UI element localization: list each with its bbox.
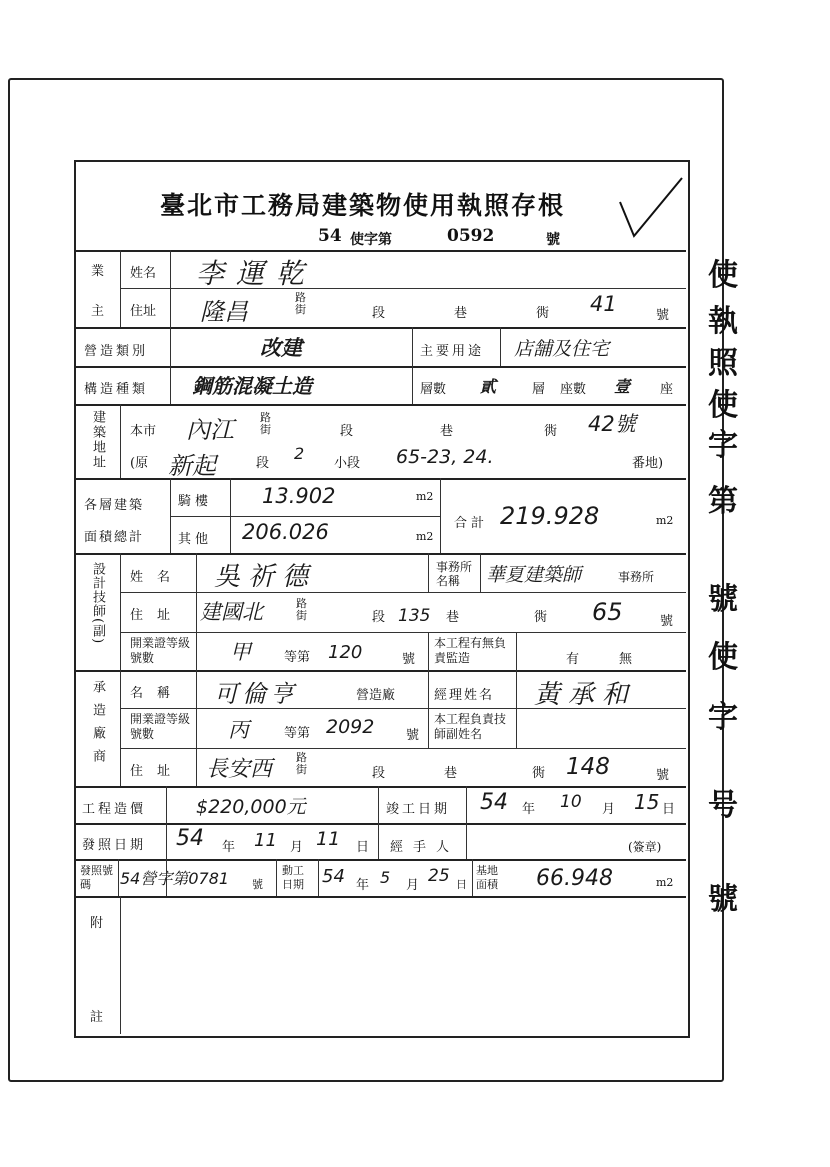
site-small-sec: 2 <box>294 444 305 463</box>
side-char-2: 執 <box>708 304 738 339</box>
contractor-grade-label: 等第 <box>284 726 311 741</box>
count-unit: 座 <box>660 382 674 397</box>
site-road-label: 路 街 <box>260 411 271 436</box>
construction-use: 店舗及住宅 <box>514 338 610 360</box>
completion-ri: 日 <box>662 802 676 817</box>
arcade-label: 騎樓 <box>178 494 213 509</box>
side-char-8: 使 <box>708 640 738 675</box>
contractor-name-label: 名稱 <box>130 686 185 701</box>
seal-label: (簽章) <box>628 840 662 854</box>
contractor-label: 承造廠商 <box>90 680 105 772</box>
side-char-3: 照 <box>708 346 738 381</box>
contractor-duan: 段 <box>372 766 386 781</box>
owner-address-no: 41 <box>590 292 617 316</box>
designer-grade: 甲 <box>230 640 251 664</box>
start-year: 54 <box>322 866 345 887</box>
designer-office: 華夏建築師 <box>486 564 582 586</box>
site-duan2: 段 <box>256 456 270 471</box>
owner-road-label: 路 街 <box>295 291 306 316</box>
contractor-no: 148 <box>566 754 610 780</box>
build-permit-label: 發照號碼 <box>80 864 113 891</box>
structure-value: 鋼筋混凝土造 <box>192 374 312 398</box>
count-label: 座數 <box>560 382 587 397</box>
designer-address-label: 住址 <box>130 608 185 623</box>
side-char-1: 使 <box>708 258 738 293</box>
contractor-address-label: 住址 <box>130 764 185 779</box>
site-road: 內江 <box>186 416 234 444</box>
designer-address-road: 建國北 <box>200 600 263 624</box>
owner-xiang: 巷 <box>454 306 468 321</box>
issue-yue: 月 <box>290 840 304 855</box>
floors-unit: 層 <box>532 382 546 397</box>
start-month: 5 <box>380 868 391 887</box>
contractor-jie: 衖 <box>532 766 546 781</box>
area-label-1: 各層建築 <box>84 498 145 513</box>
site-lots: 65-23, 24. <box>396 446 494 468</box>
structure-label: 構造種類 <box>84 382 149 397</box>
owner-jie: 衖 <box>536 306 550 321</box>
total-area: 219.928 <box>500 502 600 530</box>
completion-label: 竣工日期 <box>386 802 451 817</box>
cost-label: 工程造價 <box>82 802 147 817</box>
owner-label-2: 主 <box>91 304 105 319</box>
site-label: 建築地址 <box>90 410 105 470</box>
contractor-address-road: 長安西 <box>206 757 273 782</box>
designer-license-label: 開業證等級號數 <box>130 636 191 665</box>
issue-month: 11 <box>254 830 277 851</box>
other-label: 其他 <box>178 532 213 547</box>
designer-duan: 段 <box>372 610 386 625</box>
designer-office-suffix: 事務所 <box>618 570 655 584</box>
notes-label-1: 附 <box>90 916 104 931</box>
permit-suffix: 號 <box>546 232 560 248</box>
issue-day: 11 <box>316 828 341 850</box>
start-nian: 年 <box>356 878 370 893</box>
issue-label: 發照日期 <box>82 838 147 853</box>
completion-nian: 年 <box>522 802 536 817</box>
side-char-5: 字 <box>708 428 738 463</box>
side-char-4: 使 <box>708 388 738 423</box>
arcade-unit: m2 <box>416 490 434 503</box>
owner-label-1: 業 <box>91 264 105 279</box>
build-permit-hao: 號 <box>252 878 263 891</box>
designer-office-label: 事務所名稱 <box>436 560 473 588</box>
side-char-10: 号 <box>708 788 738 823</box>
count-value: 壹 <box>614 377 631 396</box>
side-char-7: 號 <box>708 582 738 617</box>
cost-value: $220,000元 <box>196 796 306 818</box>
site-city: 本市 <box>130 424 157 439</box>
designer-license-no: 120 <box>328 642 363 663</box>
owner-address-road: 隆昌 <box>200 298 248 326</box>
completion-yue: 月 <box>602 802 616 817</box>
form-title: 臺北市工務局建築物使用執照存根 <box>160 191 566 220</box>
site-small-label: 小段 <box>334 456 361 471</box>
designer-label: 設計技師(副) <box>90 562 105 645</box>
arcade-area: 13.902 <box>262 484 336 508</box>
contractor-manager-label: 經理姓名 <box>434 688 495 703</box>
designer-name-label: 姓名 <box>130 570 185 585</box>
contractor-road-label: 路 街 <box>296 751 307 776</box>
designer-xiang-no: 135 <box>398 606 431 626</box>
owner-duan: 段 <box>372 306 386 321</box>
construction-type-label: 營造類別 <box>84 344 149 359</box>
site-jie: 衖 <box>544 424 558 439</box>
contractor-license-no: 2092 <box>326 716 375 738</box>
issue-nian: 年 <box>222 840 236 855</box>
site-xiang: 巷 <box>440 424 454 439</box>
contractor-grade: 丙 <box>228 718 249 742</box>
site-no: 42號 <box>588 412 636 436</box>
site-area-label: 基地面積 <box>476 864 498 891</box>
site-area: 66.948 <box>536 866 613 891</box>
designer-hao: 號 <box>660 614 674 629</box>
designer-license-hao: 號 <box>402 652 416 667</box>
start-ri: 日 <box>456 878 467 891</box>
floors-value: 貳 <box>480 377 497 396</box>
issue-ri: 日 <box>356 840 370 855</box>
area-label-2: 面積總計 <box>84 530 145 545</box>
owner-name-label: 姓名 <box>130 266 157 281</box>
site-orig-prefix: (原 <box>130 456 149 471</box>
total-unit: m2 <box>656 514 674 527</box>
supervise-value: 有無 <box>566 652 673 667</box>
start-day: 25 <box>428 866 450 886</box>
construction-use-label: 主要用途 <box>420 344 485 359</box>
designer-xiang: 巷 <box>446 610 460 625</box>
start-label: 動工日期 <box>282 864 304 891</box>
completion-day: 15 <box>634 790 660 814</box>
contractor-license-hao: 號 <box>406 728 420 743</box>
other-area: 206.026 <box>242 520 329 544</box>
construction-type: 改建 <box>260 336 302 360</box>
designer-no: 65 <box>592 598 623 626</box>
side-char-11: 號 <box>708 882 738 917</box>
designer-grade-label: 等第 <box>284 650 311 665</box>
owner-address-label: 住址 <box>130 304 157 319</box>
completion-year: 54 <box>480 790 508 815</box>
build-permit-value: 54營字第0781 <box>120 869 230 888</box>
site-duan: 段 <box>340 424 354 439</box>
contractor-xiang: 巷 <box>444 766 458 781</box>
contractor-tech-label: 本工程負責技師副姓名 <box>434 712 507 741</box>
start-yue: 月 <box>406 878 420 893</box>
floors-label: 層數 <box>420 382 447 397</box>
contractor-license-label: 開業證等級號數 <box>130 712 191 741</box>
contractor-manager: 黃承和 <box>534 680 637 710</box>
supervise-label: 本工程有無負責監造 <box>434 636 507 665</box>
completion-month: 10 <box>560 792 582 812</box>
owner-hao: 號 <box>656 308 670 323</box>
designer-name: 吳祈德 <box>214 562 317 592</box>
side-char-6: 第 <box>708 484 738 519</box>
checkmark-icon <box>616 172 686 242</box>
handler-label: 經手人 <box>390 840 460 855</box>
owner-name: 李運乾 <box>196 257 317 290</box>
designer-road-label: 路 街 <box>296 597 307 622</box>
notes-label-2: 註 <box>90 1010 104 1025</box>
total-label: 合計 <box>454 516 489 531</box>
side-char-9: 字 <box>708 700 738 735</box>
site-orig-sec: 新起 <box>168 452 216 480</box>
contractor-name: 可倫亨 <box>214 680 298 708</box>
permit-prefix: 使字第 <box>350 232 392 248</box>
contractor-factory-label: 營造廠 <box>356 688 396 703</box>
site-area-unit: m2 <box>656 876 674 889</box>
site-fandi: 番地) <box>632 456 664 471</box>
permit-number: 0592 <box>447 226 495 246</box>
other-unit: m2 <box>416 530 434 543</box>
designer-jie: 衖 <box>534 610 548 625</box>
contractor-hao: 號 <box>656 768 670 783</box>
issue-year: 54 <box>176 826 204 851</box>
permit-year: 54 <box>318 226 342 246</box>
